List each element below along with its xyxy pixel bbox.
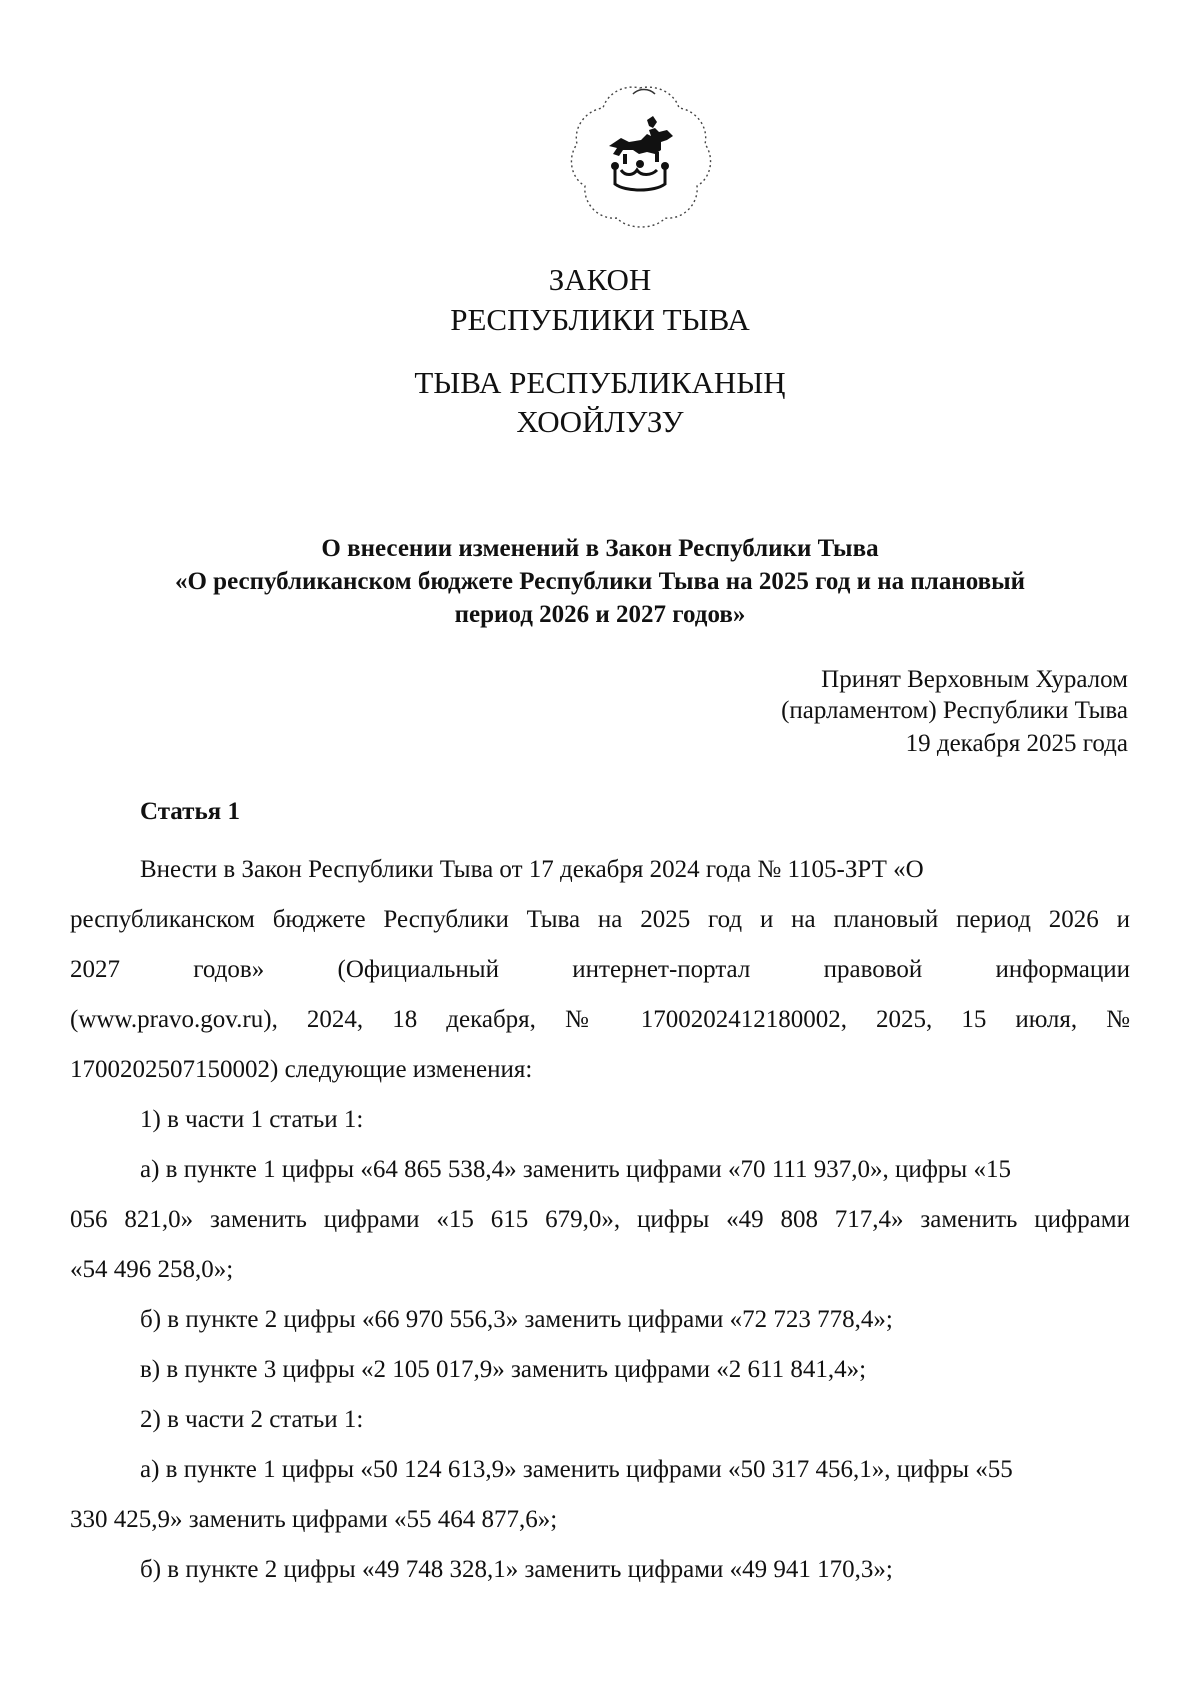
adoption-line: Принят Верховным Хуралом xyxy=(821,666,1128,693)
republic-heading: РЕСПУБЛИКИ ТЫВА xyxy=(450,302,750,337)
body-text-line: Внести в Закон Республики Тыва от 17 декабря 2024 года № 1105-ЗРТ «О xyxy=(140,856,924,883)
body-text-line: 056 821,0» заменить цифрами «15 615 679,0», цифры «49 808 717,4» заменить цифрами xyxy=(70,1206,1130,1233)
body-text-line: 330 425,9» заменить цифрами «55 464 877,6»; xyxy=(70,1506,558,1533)
document-title-line: период 2026 и 2027 годов» xyxy=(454,601,746,628)
list-item: а) в пункте 1 цифры «50 124 613,9» заменить цифрами «50 317 456,1», цифры «55 xyxy=(140,1456,1013,1483)
list-item: б) в пункте 2 цифры «66 970 556,3» заменить цифрами «72 723 778,4»; xyxy=(140,1306,893,1333)
tuvan-law-heading: ХООЙЛУЗУ xyxy=(516,404,684,439)
list-item: а) в пункте 1 цифры «64 865 538,4» заменить цифрами «70 111 937,0», цифры «15 xyxy=(140,1156,1011,1183)
list-item: б) в пункте 2 цифры «49 748 328,1» заменить цифрами «49 941 170,3»; xyxy=(140,1556,893,1583)
body-text-line: 2027 годов» (Официальный интернет-портал правовой информации xyxy=(70,956,1130,983)
list-item: 1) в части 1 статьи 1: xyxy=(140,1106,364,1133)
tuva-coat-of-arms-icon xyxy=(563,80,718,235)
document-title-line: «О республиканском бюджете Республики Тыва на 2025 год и на плановый xyxy=(174,568,1026,595)
law-heading: ЗАКОН xyxy=(548,262,652,297)
adoption-line: (парламентом) Республики Тыва xyxy=(781,697,1128,724)
body-text-line: (www.pravo.gov.ru), 2024, 18 декабря, № 1700202412180002, 2025, 15 июля, № xyxy=(70,1006,1130,1033)
list-item: 2) в части 2 статьи 1: xyxy=(140,1406,364,1433)
list-item: в) в пункте 3 цифры «2 105 017,9» заменить цифрами «2 611 841,4»; xyxy=(140,1356,867,1383)
body-text-line: «54 496 258,0»; xyxy=(70,1256,234,1283)
tuvan-republic-heading: ТЫВА РЕСПУБЛИКАНЫҢ xyxy=(414,365,786,400)
document-title-line: О внесении изменений в Закон Республики Тыва xyxy=(321,535,879,562)
adoption-date: 19 декабря 2025 года xyxy=(905,730,1128,757)
body-text-line: 1700202507150002) следующие изменения: xyxy=(70,1056,533,1083)
body-text-line: республиканском бюджете Республики Тыва на 2025 год и на плановый период 2026 и xyxy=(70,906,1130,933)
article-heading: Статья 1 xyxy=(140,798,240,825)
